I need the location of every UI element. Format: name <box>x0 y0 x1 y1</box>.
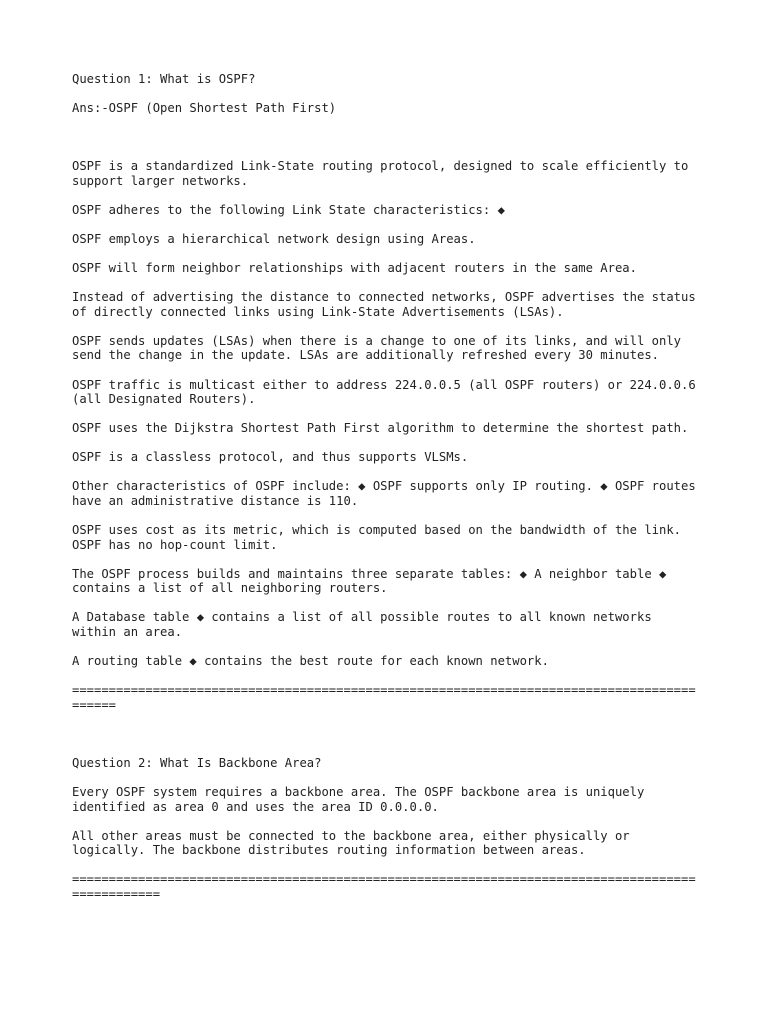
q1-paragraph: OSPF is a classless protocol, and thus supports VLSMs. <box>72 450 469 465</box>
q2-paragraph: Every OSPF system requires a backbone area. The OSPF backbone area is uniquely identified as area 0 and uses the area ID 0.0.0.0. <box>72 785 652 814</box>
q2-paragraph: All other areas must be connected to the backbone area, either physically or logically. The backbone distributes routing information between areas. <box>72 828 637 858</box>
question-1-heading: Question 1: What is OSPF? <box>72 72 256 86</box>
q1-paragraph: The OSPF process builds and maintains three separate tables: ◆ A neighbor table ◆ contains a list of all neighboring routers. <box>72 566 674 596</box>
q1-paragraph: A routing table ◆ contains the best route for each known network. <box>72 654 549 669</box>
spacer <box>72 130 702 159</box>
question-2-heading: Question 2: What Is Backbone Area? <box>72 755 322 770</box>
q1-paragraph: A Database table ◆ contains a list of all possible routes to all known networks within an area. <box>72 610 660 640</box>
q1-paragraph: OSPF sends updates (LSAs) when there is a change to one of its links, and will only send the change in the update. LSAs are additionally refreshed every 30 minutes. <box>72 333 689 363</box>
q1-paragraph: OSPF employs a hierarchical network design using Areas. <box>72 231 476 246</box>
q1-paragraph: Instead of advertising the distance to connected networks, OSPF advertises the status of directly connected links using Link-State Advertisements (LSAs). <box>72 290 704 319</box>
q1-paragraph: OSPF adheres to the following Link State characteristics: ◆ <box>72 202 505 217</box>
q1-paragraph: OSPF uses the Dijkstra Shortest Path First algorithm to determine the shortest path. <box>72 421 689 436</box>
q1-paragraph: OSPF will form neighbor relationships with adjacent routers in the same Area. <box>72 261 637 276</box>
q1-paragraph: OSPF is a standardized Link-State routing protocol, designed to scale efficiently to support larger networks. <box>72 159 696 188</box>
question-1-answer: Ans:-OSPF (Open Shortest Path First) <box>72 101 337 116</box>
document-page <box>72 72 702 916</box>
q1-paragraph: OSPF uses cost as its metric, which is computed based on the bandwidth of the link. OSPF has no hop-count limit. <box>72 523 689 552</box>
q1-paragraph: OSPF traffic is multicast either to address 224.0.0.5 (all OSPF routers) or 224.0.0.6 (all Designated Routers). <box>72 377 704 407</box>
section-separator: =========================================================================================== <box>72 683 696 712</box>
spacer <box>72 727 702 756</box>
section-separator: ================================================================================================= <box>72 872 696 901</box>
q1-paragraph: Other characteristics of OSPF include: ◆ OSPF supports only IP routing. ◆ OSPF routes have an administrative distance is 110. <box>72 479 704 508</box>
